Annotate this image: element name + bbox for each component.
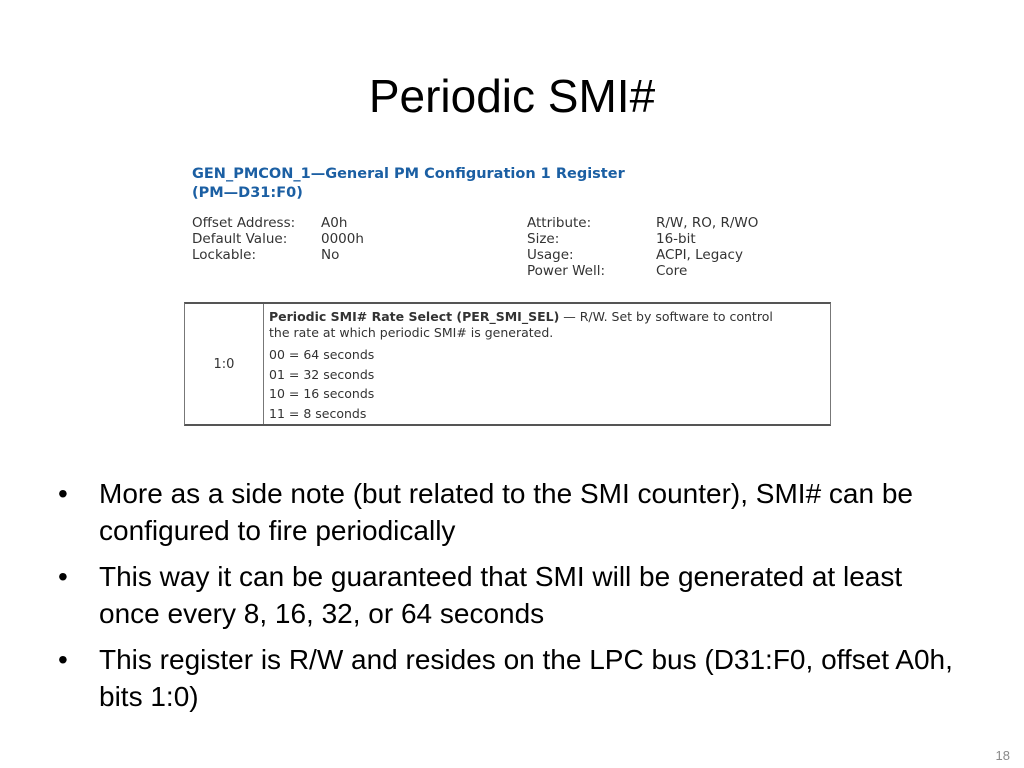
description-cell <box>269 309 825 424</box>
prop-value: R/W, RO, R/WO <box>656 215 759 231</box>
prop-key: Power Well: <box>527 263 606 279</box>
rate-options <box>269 345 825 424</box>
rate-option: 01 = 32 seconds <box>269 366 375 382</box>
bits-cell: 1:0 <box>185 304 264 424</box>
field-description-line2: the rate at which periodic SMI# is generated. <box>269 325 554 340</box>
prop-key: Offset Address: <box>192 215 296 231</box>
bullet-marker: • <box>58 561 68 592</box>
prop-key: Size: <box>527 231 560 247</box>
rate-option: 00 = 64 seconds <box>269 347 375 362</box>
page-number: 18 <box>995 748 1010 763</box>
bullet-item <box>58 475 958 549</box>
bullet-item <box>58 558 958 632</box>
register-heading-line1: GEN_PMCON_1—General PM Configuration 1 Register <box>192 166 625 182</box>
register-bit-table <box>184 302 831 426</box>
prop-value: 0000h <box>321 231 364 247</box>
bullet-marker: • <box>58 478 68 509</box>
field-description-line1 <box>269 309 825 325</box>
register-heading-line2: (PM—D31:F0) <box>192 185 303 201</box>
prop-key: Attribute: <box>527 215 592 231</box>
register-heading <box>192 165 625 203</box>
prop-value: No <box>321 247 340 263</box>
bullet-marker: • <box>58 644 68 675</box>
bullet-text: More as a side note (but related to the SMI counter), SMI# can be configured to fire periodically <box>99 478 913 546</box>
field-description-text: — R/W. Set by software to control <box>559 309 773 324</box>
bullet-item <box>58 641 958 715</box>
field-name: Periodic SMI# Rate Select (PER_SMI_SEL) <box>269 309 560 324</box>
prop-key: Usage: <box>527 247 574 263</box>
prop-value: ACPI, Legacy <box>656 247 743 263</box>
rate-option: 10 = 16 seconds <box>269 386 375 402</box>
bullet-text: This way it can be guaranteed that SMI will be generated at least once every 8, 16, 32, or 64 seconds <box>99 561 903 629</box>
bullet-text: This register is R/W and resides on the LPC bus (D31:F0, offset A0h, bits 1:0) <box>99 644 953 712</box>
rate-option: 11 = 8 seconds <box>269 406 367 422</box>
prop-key: Lockable: <box>192 247 256 263</box>
bullet-list <box>58 475 958 724</box>
prop-key: Default Value: <box>192 231 288 247</box>
prop-value: 16-bit <box>656 231 696 247</box>
prop-value: Core <box>656 263 688 279</box>
slide-title: Periodic SMI# <box>368 70 656 122</box>
prop-value: A0h <box>321 215 348 231</box>
